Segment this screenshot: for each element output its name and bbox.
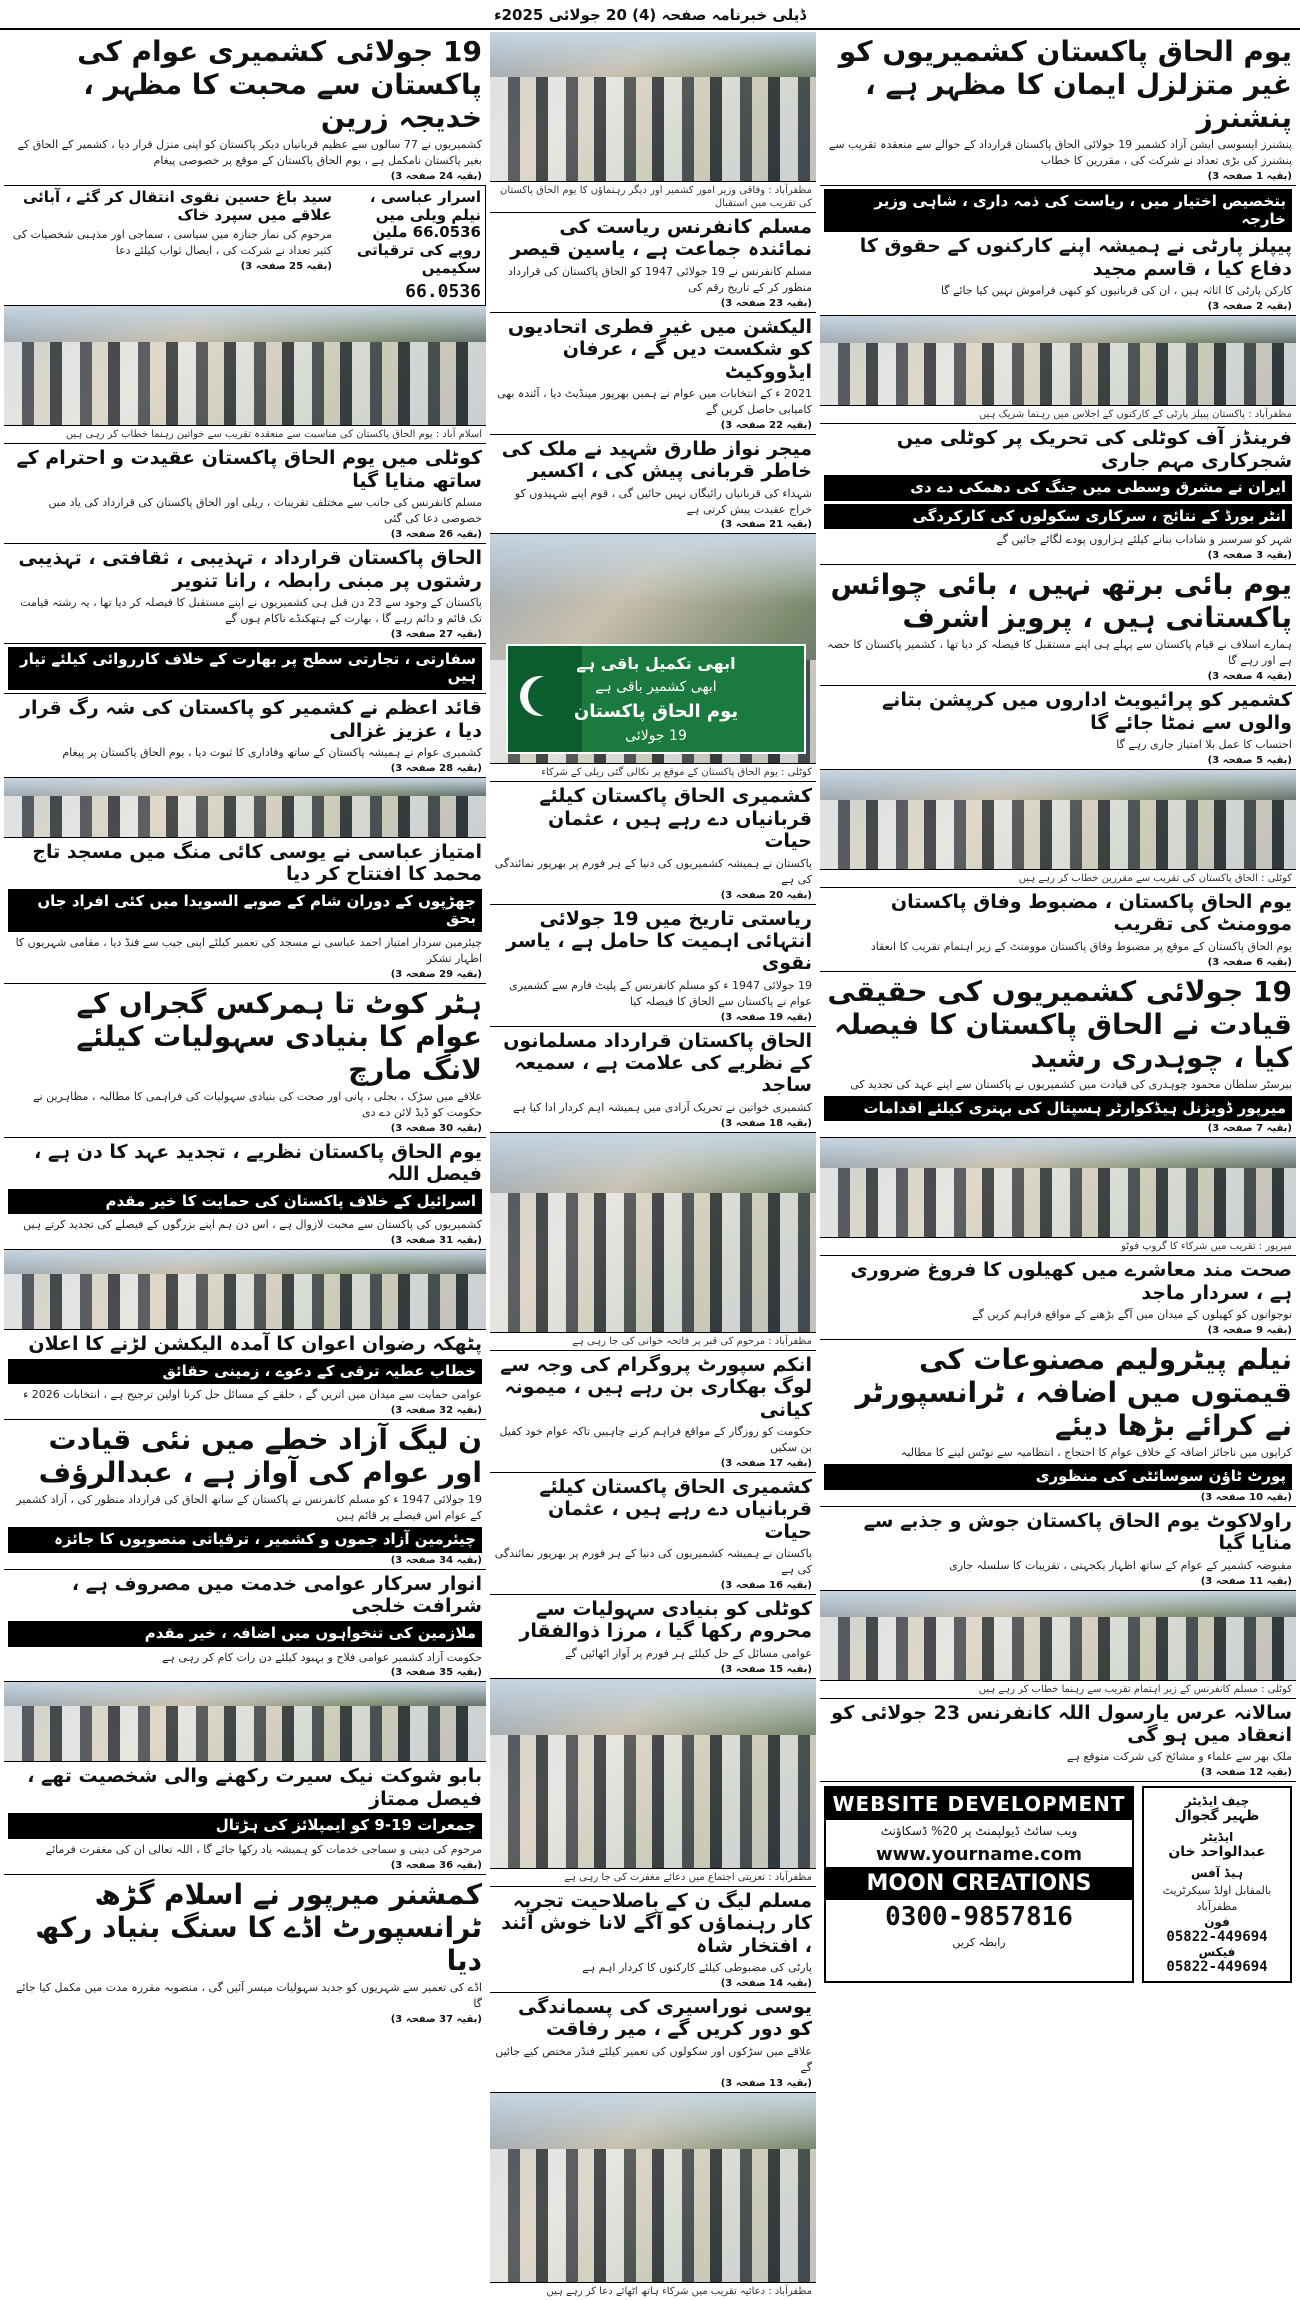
caption: مظفرآباد : تعزیتی اجتماع میں دعائے مغفرت کی جا رہی ہے (490, 1869, 816, 1887)
headline: کشمیری الحاق پاکستان کیلئے قربانیاں دے رہے ہیں ، عثمان حیات (539, 1475, 812, 1543)
jump-ref: (بقیہ 7 صفحہ 3) (1207, 1123, 1292, 1135)
story-body: مسلم کانفرنس نے 19 جولائی 1947 کو الحاق پاکستان کی قرارداد منظور کر کے تاریخ رقم کی (508, 264, 812, 294)
office-address: بالمقابل اولڈ سیکرٹریٹ مظفرآباد (1162, 1884, 1272, 1914)
photo-left-1 (4, 306, 486, 426)
headline: مسلم کانفرنس ریاست کی نمائندہ جماعت ہے ، یاسین قیصر (510, 216, 812, 261)
phone-label: فون (1204, 1915, 1230, 1930)
jump-ref: (بقیہ 18 صفحہ 3) (720, 1117, 812, 1129)
story-right-7 (820, 972, 1296, 1139)
jump-ref: (بقیہ 27 صفحہ 3) (390, 628, 482, 640)
headline: الحاق پاکستان قرارداد مسلمانوں کے نظریے کی علامت ہے ، سمیعہ ساجد (503, 1029, 812, 1097)
jump-ref: (بقیہ 25 صفحہ 3) (240, 261, 332, 273)
photo-mid-2 (490, 534, 816, 764)
headline-sub: چیئرمین آزاد جموں و کشمیر ، ترقیاتی منصوبوں کا جائزہ (8, 1527, 482, 1553)
caption: مظفرآباد : پاکستان پیپلز پارٹی کے کارکنوں کے اجلاس میں رہنما شریک ہیں (820, 406, 1296, 424)
website-ad (824, 1786, 1134, 1983)
masthead-text: ڈیلی خبرنامہ صفحہ (4) 20 جولائی 2025ء (493, 6, 807, 24)
row-left-2 (4, 186, 486, 306)
story-mid-1 (490, 213, 816, 313)
jump-ref: (بقیہ 10 صفحہ 3) (1200, 1491, 1292, 1503)
headline-sub: بتخصیص اختیار میں ، ریاست کی ذمہ داری ، شاہی وزیر خارجہ (824, 189, 1292, 232)
headline-sub: میرپور ڈویژنل ہیڈکوارٹر ہسپتال کی بہتری کیلئے اقدامات (824, 1096, 1292, 1122)
jump-ref: (بقیہ 2 صفحہ 3) (1207, 301, 1292, 313)
caption: مظفرآباد : دعائیہ تقریب میں شرکاء ہاتھ اٹھائے دعا کر رہے ہیں (546, 2285, 812, 2297)
story-left-3 (4, 444, 486, 544)
headline: پیپلز پارٹی نے ہمیشہ اپنے کارکنوں کے حقوق کا دفاع کیا ، قاسم مجید (859, 235, 1292, 280)
ad-brand: MOON CREATIONS (826, 1867, 1132, 1900)
story-right-5 (820, 686, 1296, 770)
headline-sub: جمعرات 19-9 کو ایمپلائز کی ہڑتال (8, 1813, 482, 1839)
headline: یوم الحاق پاکستان کشمیریوں کو غیر متزلزل ایمان کا مظہر ہے ، پنشنرز (838, 35, 1292, 135)
headline: امتیاز عباسی نے یوسی کائی منگ میں مسجد تاج محمد کا افتتاح کر دیا (32, 840, 482, 886)
jump-ref: (بقیہ 5 صفحہ 3) (1207, 754, 1292, 766)
caption: کوٹلی : الحاق پاکستان کی تقریب سے مقررین خطاب کر رہے ہیں (820, 870, 1296, 888)
story-right-1 (820, 32, 1296, 186)
story-left-13 (4, 1875, 486, 2028)
story-mid-7 (490, 1351, 816, 1473)
story-right-8 (820, 1256, 1296, 1340)
headline: انکم سپورٹ پروگرام کی وجہ سے لوگ بھکاری بن رہے ہیں ، میمونہ کیانی (500, 1353, 812, 1421)
headline: ریاستی تاریخ میں 19 جولائی انتہائی اہمیت کا حامل ہے ، یاسر نقوی (506, 907, 812, 975)
story-mid-6 (490, 1027, 816, 1133)
story-body: علاقے میں سڑک ، بجلی ، پانی اور صحت کی بنیادی سہولیات کی فراہمی کا مطالبہ ، مظاہرین نے حکومت کو ڈیڈ لائن دے دی (33, 1090, 482, 1119)
banner-line-1: ابھی تکمیل باقی ہے (576, 654, 736, 674)
headline: انوار سرکار عوامی خدمت میں مصروف ہے ، شرافت خلجی (71, 1573, 482, 1618)
head-office-label: ہیڈ آفس (1191, 1866, 1243, 1881)
headline: بابو شوکت نیک سیرت رکھنے والی شخصیت تھے ، فیصل ممتاز (27, 1765, 482, 1810)
left-column (4, 32, 486, 2152)
story-left-2 (4, 186, 336, 305)
headline: کشمیری الحاق پاکستان کیلئے قربانیاں دے رہے ہیں ، عثمان حیات (539, 785, 812, 853)
photo-left-4 (4, 1682, 486, 1762)
jump-ref: (بقیہ 6 صفحہ 3) (1207, 956, 1292, 968)
fax-label: فیکس (1198, 1945, 1236, 1960)
headline: الیکشن میں غیر فطری اتحادیوں کو شکست دیں گے ، عرفان ایڈووکیٹ (507, 315, 812, 383)
jump-ref: (بقیہ 14 صفحہ 3) (720, 1977, 812, 1989)
jump-ref: (بقیہ 19 صفحہ 3) (720, 1011, 812, 1023)
headline: 19 جولائی کشمیری عوام کی پاکستان سے محبت کا مظہر ، خدیجہ زرین (77, 35, 482, 135)
jump-ref: (بقیہ 20 صفحہ 3) (720, 889, 812, 901)
story-left-6 (4, 838, 486, 984)
headline: 19 جولائی کشمیریوں کی حقیقی قیادت نے الحاق پاکستان کا فیصلہ کیا ، چوہدری رشید (827, 974, 1292, 1074)
story-body: علاقے میں سڑکوں اور سکولوں کی تعمیر کیلئے فنڈز مختص کیے جائیں گے (495, 2044, 812, 2074)
photo-mid-4 (490, 1679, 816, 1869)
story-body: کشمیریوں کی پاکستان سے محبت لازوال ہے ، اس دن ہم اپنے بزرگوں کے فیصلے کی تجدید کرتے ہیں (23, 1218, 482, 1232)
jump-ref: (بقیہ 32 صفحہ 3) (390, 1405, 482, 1417)
headline-sub: ملازمین کی تنخواہوں میں اضافہ ، خیر مقدم (8, 1621, 482, 1647)
headline-sub: اسرائیل کے خلاف پاکستان کی حمایت کا خیر مقدم (8, 1189, 482, 1215)
jump-ref: (بقیہ 29 صفحہ 3) (390, 968, 482, 980)
ad-phone: 0300-9857816 (885, 1902, 1073, 1933)
caption: میرپور : تقریب میں شرکاء کا گروپ فوٹو (820, 1238, 1296, 1256)
jump-ref: (بقیہ 1 صفحہ 3) (1207, 170, 1292, 182)
story-body: احتساب کا عمل بلا امتیاز جاری رہے گا (1116, 737, 1292, 751)
story-body: کشمیری خواتین نے تحریک آزادی میں ہمیشہ اہم کردار ادا کیا ہے (513, 1100, 812, 1114)
headline-sub: ایران نے مشرق وسطی میں جنگ کی دھمکی دے دی (824, 475, 1292, 501)
jump-ref: (بقیہ 35 صفحہ 3) (390, 1667, 482, 1679)
story-right-4 (820, 565, 1296, 686)
headline: راولاکوٹ یوم الحاق پاکستان جوش و جذبے سے منایا گیا (863, 1509, 1292, 1555)
headline: یوم الحاق پاکستان ، مضبوط وفاق پاکستان موومنٹ کی تقریب (890, 890, 1292, 936)
ad-note: رابطہ کریں (952, 1936, 1006, 1950)
jump-ref: (بقیہ 34 صفحہ 3) (390, 1555, 482, 1567)
story-body: پاکستان نے ہمیشہ کشمیریوں کی دنیا کے ہر فورم پر بھرپور نمائندگی کی ہے (494, 1547, 812, 1577)
story-body: کرایوں میں ناجائز اضافہ کے خلاف عوام کا احتجاج ، انتظامیہ سے نوٹس لینے کا مطالبہ (900, 1446, 1292, 1460)
jump-ref: (بقیہ 12 صفحہ 3) (1200, 1767, 1292, 1779)
caption: اسلام آباد : یوم الحاق پاکستان کی مناسبت سے منعقدہ تقریب سے خواتین رہنما خطاب کر رہی ہیں (4, 426, 486, 444)
headline-sub: جھڑپوں کے دوران شام کے صوبے السویدا میں کئی افراد جاں بحق (8, 889, 482, 932)
headline: یوسی نوراسیری کی پسماندگی کو دور کریں گے ، میر رفاقت (518, 1995, 812, 2041)
jump-ref: (بقیہ 22 صفحہ 3) (720, 419, 812, 431)
story-body: عوامی مسائل کے حل کیلئے ہر فورم پر آواز اٹھائیں گے (565, 1646, 812, 1660)
jump-ref: (بقیہ 16 صفحہ 3) (720, 1580, 812, 1591)
editor-role: ایڈیٹر (1200, 1830, 1234, 1845)
headline-sub-2: انٹر بورڈ کے نتائج ، سرکاری سکولوں کی کارکردگی (824, 504, 1292, 530)
banner-line-2: ابھی کشمیر باقی ہے (595, 679, 717, 696)
story-body: مقبوضہ کشمیر کے عوام کے ساتھ اظہار یکجہتی ، تقریبات کا سلسلہ جاری (949, 1558, 1292, 1572)
yom-ilhaq-banner (506, 644, 806, 754)
chief-editor-name: ظہیر گجوال (1174, 1808, 1260, 1825)
jump-ref: (بقیہ 24 صفحہ 3) (390, 170, 482, 182)
headline: کوٹلی کو بنیادی سہولیات سے محروم رکھا گیا ، مرزا ذوالفقار (519, 1598, 812, 1643)
story-left-10 (4, 1420, 486, 1570)
story-body: کشمیری عوام نے ہمیشہ پاکستان کے ساتھ وفاداری کا ثبوت دیا ، یوم الحاق پاکستان پر پیغام (62, 745, 482, 759)
story-left-7 (4, 984, 486, 1138)
masthead (0, 0, 1300, 30)
headline: اسرار عباسی ، نیلم ویلی میں 66.0536 ملین روپے کی ترقیاتی سکیمیں (356, 187, 481, 277)
story-body: پاکستان نے ہمیشہ کشمیریوں کی دنیا کے ہر فورم پر بھرپور نمائندگی کی ہے (494, 856, 812, 886)
story-right-9 (820, 1340, 1296, 1507)
headline-sub: خطاب عطیہ ترقی کے دعوے ، زمینی حقائق (8, 1359, 482, 1385)
story-right-6 (820, 888, 1296, 972)
headline: کوٹلی میں یوم الحاق پاکستان عقیدت و احترام کے ساتھ منایا گیا (16, 447, 482, 492)
story-mid-10 (490, 1887, 816, 1993)
story-body: 2021 ء کے انتخابات میں عوام نے ہمیں بھرپور مینڈیٹ دیا ، آئندہ بھی کامیابی حاصل کریں گے (497, 386, 812, 416)
headline: ن لیگ آزاد خطے میں نئی قیادت اور عوام کی آواز ہے ، عبدالرؤف (38, 1423, 482, 1490)
ad-site: www.yourname.com (876, 1844, 1082, 1866)
jump-ref: (بقیہ 9 صفحہ 3) (1207, 1325, 1292, 1337)
story-body: کارکن پارٹی کا اثاثہ ہیں ، ان کی قربانیوں کو کبھی فراموش نہیں کیا جائے گا (940, 284, 1292, 298)
story-body: چیئرمین سردار امتیاز احمد عباسی نے مسجد کی تعمیر کیلئے اپنی جیب سے فنڈ دیا ، مقامی شہریوں کا اظہار تشکر (15, 936, 482, 966)
story-left-2b (336, 186, 486, 305)
headline: مسلم لیگ ن کے باصلاحیت تجربہ کار رہنماؤں کو آگے لانا خوش آئند ، افتخار شاہ (501, 1889, 812, 1957)
jump-ref: (بقیہ 17 صفحہ 3) (720, 1457, 812, 1469)
banner-date: 19 جولائی (625, 728, 687, 745)
headline: یوم الحاق پاکستان نظریے ، تجدید عہد کا دن ہے ، فیصل اللہ (34, 1140, 482, 1186)
photo-mid-3 (490, 1133, 816, 1333)
story-right-10 (820, 1507, 1296, 1591)
story-right-2 (820, 186, 1296, 316)
story-body: 19 جولائی 1947 ء کو مسلم کانفرنس کے پلیٹ فارم سے کشمیری عوام نے پاکستان سے الحاق کا فیصلہ کیا (509, 978, 812, 1008)
headline: سفارتی ، تجارتی سطح پر بھارت کے خلاف کارروائی کیلئے تیار ہیں (8, 647, 482, 690)
story-body: پنشنرز ایسوسی ایشن آزاد کشمیر 19 جولائی الحاق پاکستان قرارداد کے حوالے سے منعقدہ تقریب سے پنشنرز کی بڑی تعداد نے شرکت کی ، مقررین کا خطاب (828, 138, 1292, 168)
jump-ref: (بقیہ 23 صفحہ 3) (720, 297, 812, 309)
ad-offer: ویب سائٹ ڈیولپمنٹ پر 20% ڈسکاؤنٹ (880, 1824, 1078, 1839)
story-body: پارٹی کی مضبوطی کیلئے کارکنوں کا کردار اہم ہے (582, 1960, 812, 1974)
headline: سید باغ حسین نقوی انتقال کر گئے ، آبائی علاقے میں سپرد خاک (22, 187, 332, 224)
story-body: اڈے کی تعمیر سے شہریوں کو جدید سہولیات میسر آئیں گی ، منصوبہ مقررہ مدت میں مکمل کیا جائے گا (15, 1981, 482, 2010)
headline: یوم بائی برتھ نہیں ، بائی چوائس پاکستانی ہیں ، پرویز اشرف (830, 568, 1292, 635)
headline: قائد اعظم نے کشمیر کو پاکستان کی شہ رگ قرار دیا ، عزیز غزالی (20, 697, 482, 742)
editor-name: عبدالواحد خان (1168, 1844, 1266, 1861)
story-mid-9 (490, 1595, 816, 1679)
banner-line-3: یوم الحاق پاکستان (573, 701, 739, 723)
story-mid-4 (490, 782, 816, 904)
headline-sub: پورٹ ٹاؤن سوسائٹی کی منظوری (824, 1464, 1292, 1490)
photo-right-2 (820, 770, 1296, 870)
story-left-4 (4, 544, 486, 644)
jump-ref: (بقیہ 13 صفحہ 3) (720, 2077, 812, 2089)
jump-ref: (بقیہ 15 صفحہ 3) (720, 1663, 812, 1675)
jump-ref: (بقیہ 30 صفحہ 3) (390, 1122, 482, 1134)
middle-column (490, 32, 816, 2297)
caption: کوٹلی : یوم الحاق پاکستان کے موقع پر نکالی گئی ریلی کے شرکاء (490, 764, 816, 782)
story-body: 19 جولائی 1947 ء کو مسلم کانفرنس نے پاکستان کے ساتھ الحاق کی قرارداد منظور کی ، آزاد کشمیر کے عوام اس فیصلے پر قائم ہیں (16, 1493, 482, 1523)
story-right-3 (820, 424, 1296, 565)
jump-ref: (بقیہ 37 صفحہ 3) (390, 2013, 482, 2025)
jump-ref: (بقیہ 28 صفحہ 3) (390, 762, 482, 774)
story-body: حکومت آزاد کشمیر عوامی فلاح و بہبود کیلئے دن رات کام کر رہی ہے (161, 1650, 482, 1664)
story-left-9 (4, 1330, 486, 1420)
story-left-11 (4, 1570, 486, 1682)
amount-value: 66.0536 (405, 281, 481, 303)
jump-ref: (بقیہ 31 صفحہ 3) (390, 1235, 482, 1247)
editorial-box (1142, 1786, 1292, 1983)
story-body: نوجوانوں کو کھیلوں کے میدان میں آگے بڑھنے کے مواقع فراہم کریں گے (972, 1308, 1292, 1322)
headline: صحت مند معاشرے میں کھیلوں کا فروغ ضروری ہے ، سردار ماجد (850, 1259, 1292, 1304)
right-column (820, 32, 1296, 2152)
story-body: حکومت کو روزگار کے مواقع فراہم کرنے چاہییں تاکہ عوام خود کفیل بن سکیں (499, 1425, 812, 1454)
story-body: شہر کو سرسبز و شاداب بنانے کیلئے ہزاروں پودے لگائے جائیں گے (996, 533, 1292, 547)
story-mid-8 (490, 1473, 816, 1595)
story-body: ملک بھر سے علماء و مشائخ کی شرکت متوقع ہے (1067, 1750, 1292, 1764)
story-mid-11 (490, 1993, 816, 2093)
fax-number: 05822-449694 (1166, 1959, 1268, 1976)
photo-right-3 (820, 1138, 1296, 1238)
caption: مظفرآباد : وفاقی وزیر امور کشمیر اور دیگر رہنماؤں کا یوم الحاق پاکستان کی تقریب میں استقبال (490, 182, 816, 213)
headline: کشمیر کو پرائیویٹ اداروں میں کرپشن بتانے والوں سے نمٹا جائے گا (882, 689, 1292, 734)
story-body: مسلم کانفرنس کی جانب سے مختلف تقریبات ، ریلی اور الحاق پاکستان کی قرارداد کی یاد میں خصوصی دعا کی گئی (48, 496, 482, 526)
story-body: پاکستان کے وجود سے 23 دن قبل ہی کشمیریوں نے اپنے مستقبل کا فیصلہ کر دیا تھا ، یہ رشتہ قیامت تک قائم و دائم رہے گا ، بھارت کے ہتھکنڈے ناکام ہوں گے (20, 595, 482, 625)
headline: سالانہ عرس یارسول اللہ کانفرنس 23 جولائی کو انعقاد میں ہو گی (831, 1701, 1292, 1746)
story-body: یوم الحاق پاکستان کے موقع پر مضبوط وفاق پاکستان موومنٹ کے زیر اہتمام تقریب کا انعقاد (870, 939, 1292, 953)
photo-left-2 (4, 778, 486, 838)
headline: میجر نواز طارق شہید نے ملک کی خاطر قربانی پیش کی ، اکسیر (501, 437, 812, 483)
story-left-5b (4, 644, 486, 694)
headline: کمشنر میرپور نے اسلام گڑھ ٹرانسپورٹ اڈے کا سنگ بنیاد رکھ دیا (35, 1877, 482, 1977)
story-left-8 (4, 1138, 486, 1250)
story-mid-2 (490, 313, 816, 435)
jump-ref: (بقیہ 21 صفحہ 3) (720, 519, 812, 531)
story-mid-5 (490, 905, 816, 1027)
jump-ref: (بقیہ 26 صفحہ 3) (390, 529, 482, 541)
jump-ref: (بقیہ 4 صفحہ 3) (1207, 671, 1292, 683)
chief-editor-role: چیف ایڈیٹر (1184, 1794, 1250, 1809)
headline: پٹھکہ رضوان اعوان کا آمدہ الیکشن لڑنے کا اعلان (28, 1333, 482, 1356)
story-mid-3 (490, 435, 816, 535)
story-body: عوامی حمایت سے میدان میں اتریں گے ، حلقے کے مسائل حل کرنا اولین ترجیح ہے ، انتخابات 2026 ء (23, 1388, 482, 1402)
headline: نیلم پیٹرولیم مصنوعات کی قیمتوں میں اضافہ ، ٹرانسپورٹر نے کرائے بڑھا دیئے (855, 1343, 1292, 1443)
photo-left-3 (4, 1250, 486, 1330)
caption: مظفرآباد : مرحوم کی قبر پر فاتحہ خوانی کی جا رہی ہے (490, 1333, 816, 1351)
caption: کوٹلی : مسلم کانفرنس کے زیر اہتمام تقریب سے رہنما خطاب کر رہے ہیں (820, 1681, 1296, 1699)
headline: ہٹر کوٹ تا ہمرکس گجراں کے عوام کا بنیادی سہولیات کیلئے لانگ مارچ (76, 986, 482, 1087)
story-body: بیرسٹر سلطان محمود چوہدری کی قیادت میں کشمیریوں نے پاکستان سے اپنے عہد کی تجدید کی (850, 1077, 1292, 1091)
story-left-1 (4, 32, 486, 186)
story-body: ہمارے اسلاف نے قیام پاکستان سے پہلے ہی اپنے مستقبل کا فیصلہ کر دیا تھا ، کشمیر پاکستان کا حصہ ہے اور رہے گا (827, 638, 1292, 668)
photo-right-1 (820, 316, 1296, 406)
phone-number: 05822-449694 (1166, 1929, 1268, 1946)
photo-mid-1 (490, 32, 816, 182)
jump-ref: (بقیہ 11 صفحہ 3) (1200, 1575, 1292, 1587)
jump-ref: (بقیہ 36 صفحہ 3) (390, 1859, 482, 1871)
story-left-12 (4, 1762, 486, 1874)
photo-mid-5 (490, 2093, 816, 2283)
story-body: کشمیریوں نے 77 سالوں سے عظیم قربانیاں دیکر پاکستان کو اپنی منزل قرار دیا ، کشمیر کے الحاق کے بغیر پاکستان نامکمل ہے ، یوم الحاق پاکستان کے موقع پر خصوصی پیغام (17, 138, 482, 168)
footer-row (820, 1782, 1296, 1987)
story-body: مرحوم کی دینی و سماجی خدمات کو ہمیشہ یاد رکھا جائے گا ، اللہ تعالی ان کی مغفرت فرمائے (45, 1842, 482, 1856)
story-body: مرحوم کی نماز جنازہ میں سیاسی ، سماجی اور مذہبی شخصیات کی کثیر تعداد نے شرکت کی ، ایصال ثواب کیلئے دعا (12, 228, 332, 258)
story-body: شہداء کی قربانیاں رائیگاں نہیں جائیں گی ، قوم اپنے شہیدوں کو خراج عقیدت پیش کرتی ہے (514, 486, 812, 516)
headline: فرینڈز آف کوٹلی کی تحریک پر کوٹلی میں شجرکاری مہم جاری (896, 427, 1292, 472)
jump-ref: (بقیہ 3 صفحہ 3) (1207, 550, 1292, 562)
headline: الحاق پاکستان قرارداد ، تہذیبی ، ثقافتی ، تہذیبی رشتوں پر مبنی رابطہ ، رانا تنویر (18, 547, 482, 592)
ad-title: WEBSITE DEVELOPMENT (826, 1788, 1132, 1820)
story-right-11 (820, 1699, 1296, 1783)
story-left-5 (4, 694, 486, 778)
photo-right-4 (820, 1591, 1296, 1681)
